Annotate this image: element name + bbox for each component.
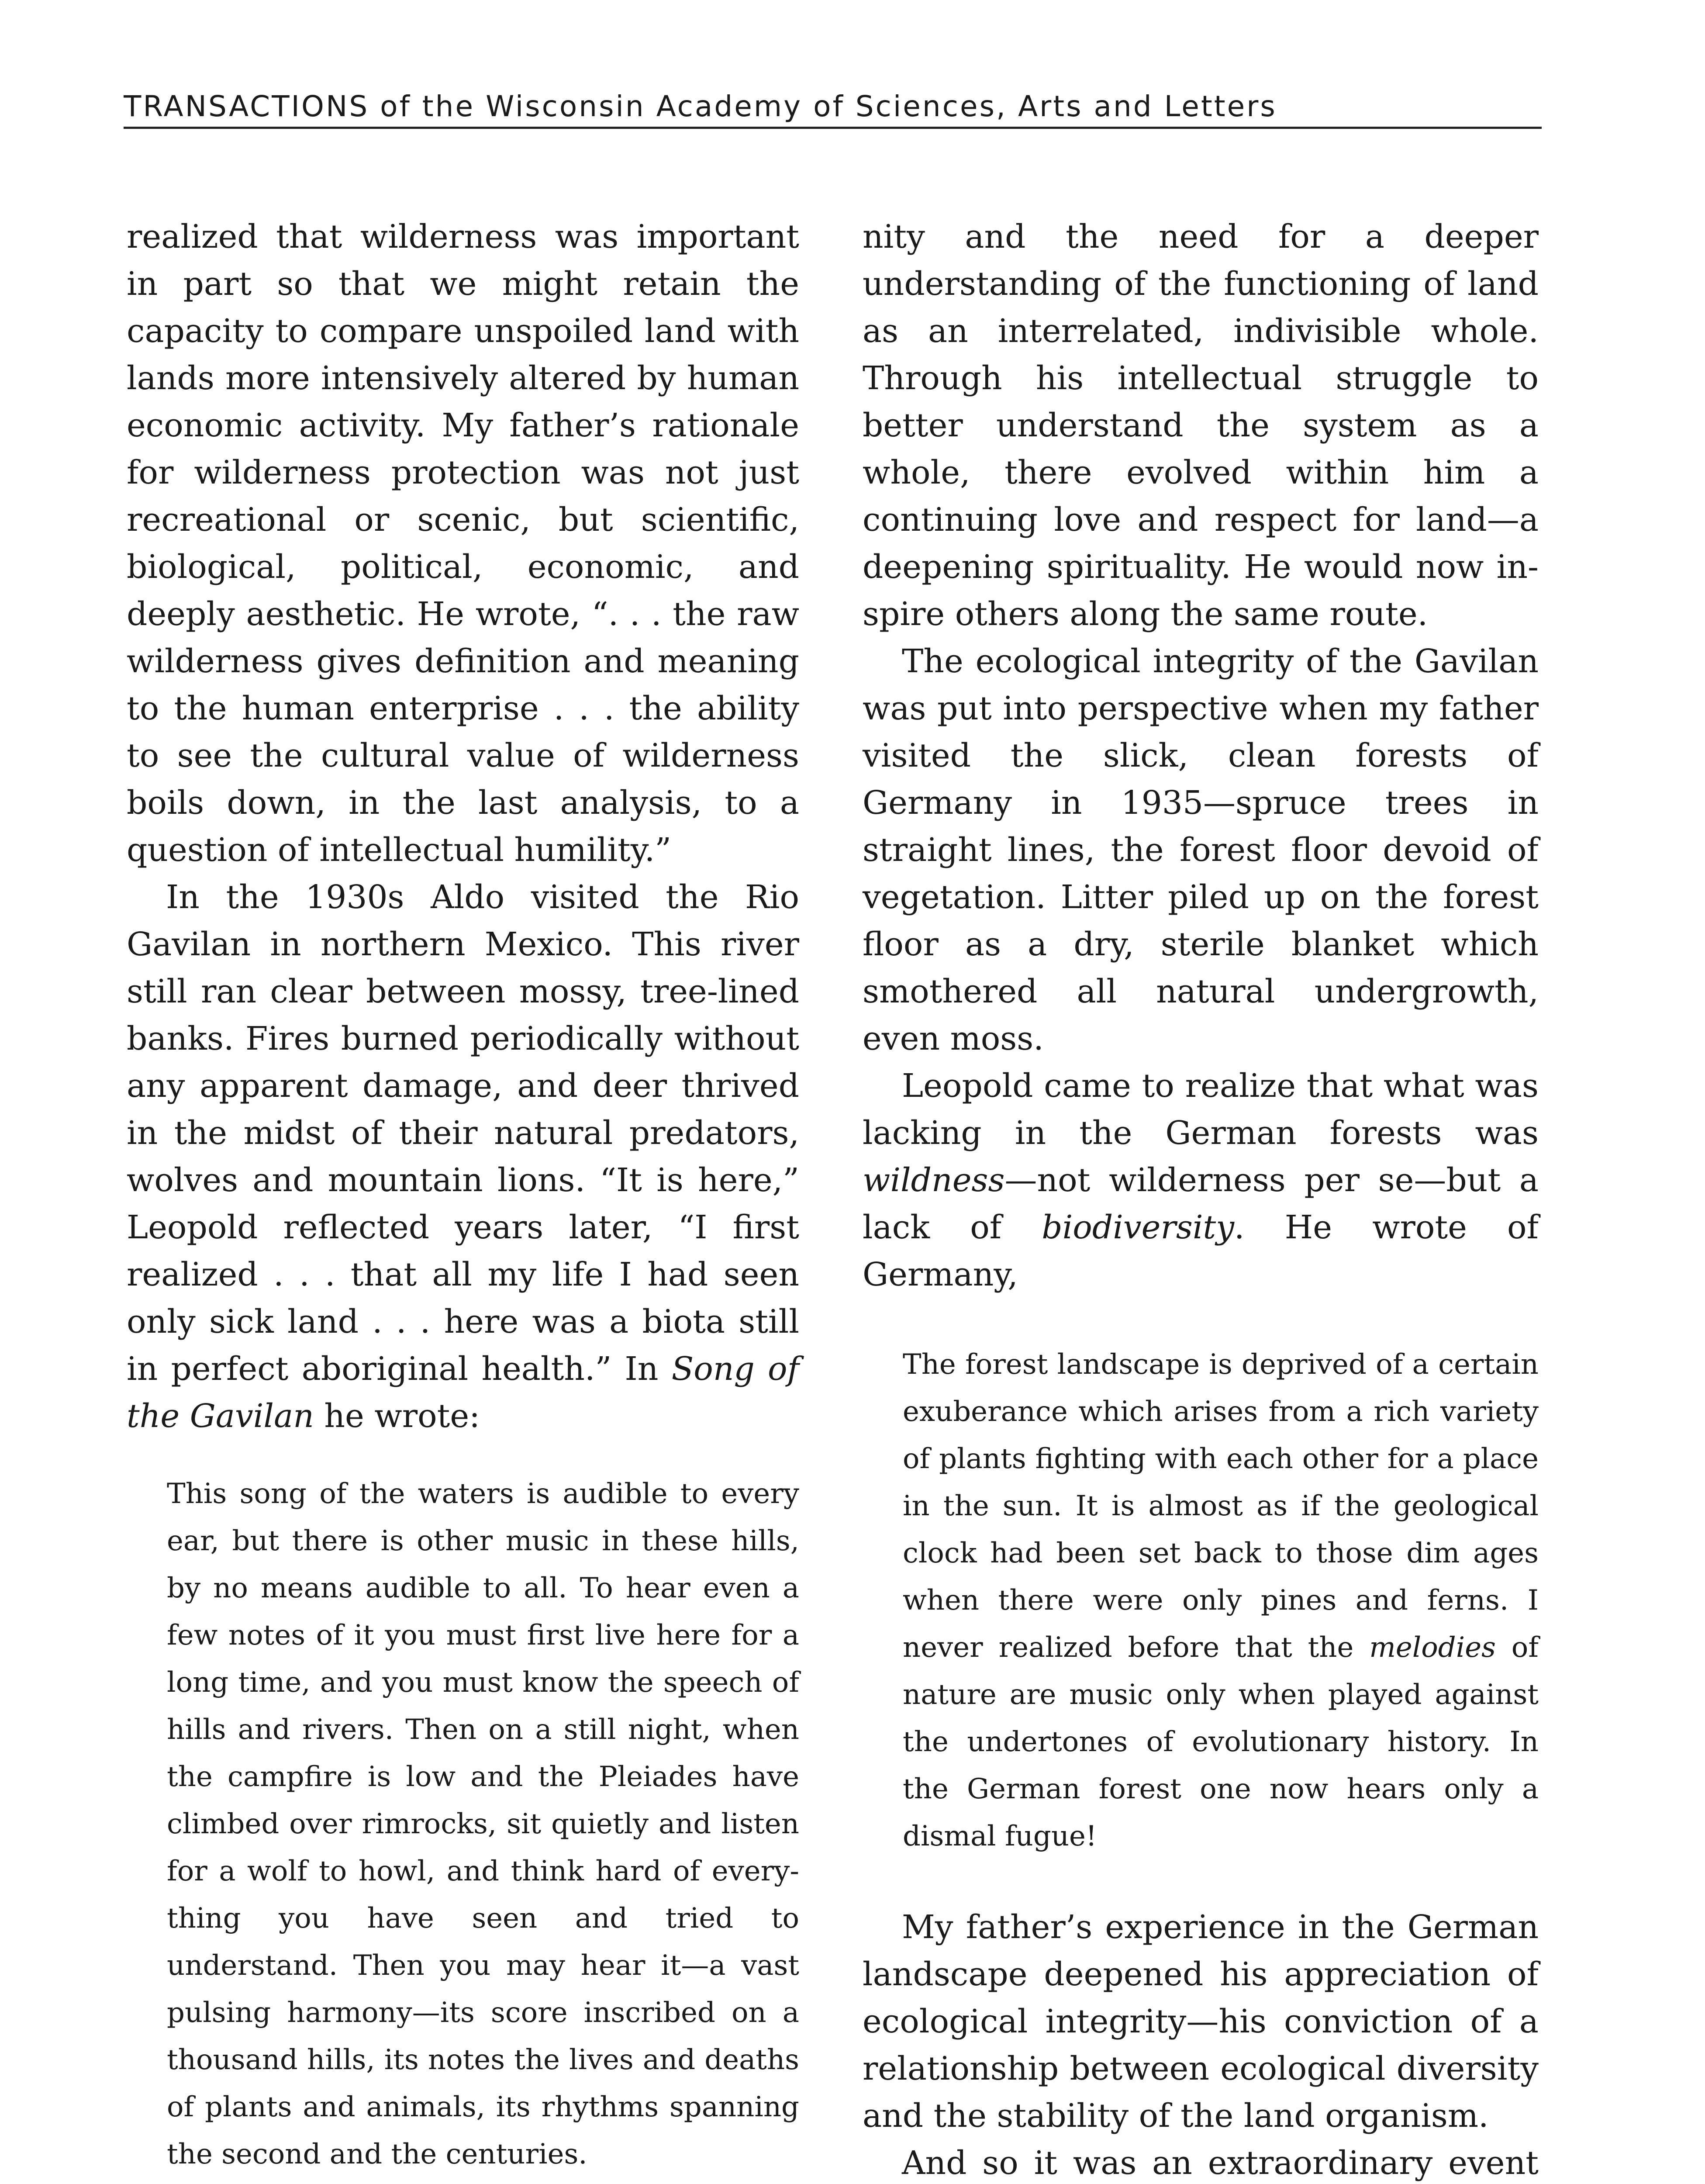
paragraph (127, 874, 799, 1440)
italic-term: biodiversity (1042, 1209, 1235, 1246)
paragraph (863, 1062, 1539, 1298)
paragraph-text: —not wilderness per se—but a lack of (863, 1161, 1539, 1246)
paragraph: The ecological integrity of the Gavilan was put into perspective when my father visited the slick, clean forests of Germany in 1935—spruce trees in straight lines, the forest floor devoid of vegetation. Litter piled up on the forest floor as a dry, sterile blanket which smothered all natural undergrowth, even moss. (863, 643, 1539, 1057)
italic-term: wildness (863, 1161, 1005, 1199)
paragraph-text: . He wrote of Germany, (863, 1209, 1539, 1293)
running-head: TRANSACTIONS of the Wisconsin Academy of Sciences, Arts and Letters (124, 86, 1542, 129)
block-quote: This song of the waters is audible to every ear, but there is other music in these hills, by no means audible to all. To hear even a few notes of it you must first live here for a long time, and you must know the speech of hills and rivers. Then on a still night, when the campfire is low and the Pleiades have climbed over rimrocks, sit quietly and listen for a wolf to howl, and think hard of everything you have seen and tried to understand. Then you may hear it—a vast pulsing harmony—its score inscribed on a thousand hills, its notes the lives and deaths of plants and animals, its rhythms spanning the second and the centuries. (167, 1478, 799, 2170)
block-quote (863, 1341, 1539, 1860)
paragraph-text: In the 1930s Aldo visited the Rio Gavilan in northern Mexico. This river still ran clear between mossy, tree-lined banks. Fires burned periodically without any apparent damage, and deer thrived in the midst of their natural predators, wolves and mountain lions. “It is here,” Leopold reflected years later, “I first realized . . . that all my life I had seen only sick land . . . here was a biota still in perfect aboriginal health.” In (127, 878, 799, 1388)
italic-title: Song of the Gavilan (127, 1350, 799, 1435)
paragraph-text: Leopold came to realize that what was lacking in the German forests was (863, 1067, 1539, 1152)
quote-text: The forest landscape is deprived of a certain exuberance which arises from a rich variety of plants fighting with each other for a place in the sun. It is almost as if the geological clock had been set back to those dim ages when there were only pines and ferns. I never realized before that the (903, 1348, 1539, 1664)
paragraph-text: he wrote: (314, 1397, 480, 1435)
paragraph: nity and the need for a deeper understanding of the functioning of land as an interrelated, indivisible whole. Through his intellectual struggle to better understand the system as a whole, there evolved within him a continuing love and respect for land—a deepening spirituality. He would now inspire others along the same route. (863, 218, 1539, 633)
right-column (863, 213, 1539, 2184)
quote-text: of nature are music only when played against the undertones of evolutionary history. In the German forest one now hears only a dismal fugue! (903, 1631, 1539, 1852)
italic-term: melodies (1369, 1631, 1496, 1664)
paragraph: My father’s experience in the German landscape deepened his appreciation of ecological integrity—his conviction of a relationship between ecological diversity and the stability of the land organism. (863, 1908, 1539, 2135)
paragraph: realized that wilderness was important in part so that we might retain the capacity to compare unspoiled land with lands more intensively altered by human economic activity. My father’s rationale for wilderness protection was not just recreational or scenic, but scientific, biological, political, economic, and deeply aesthetic. He wrote, “. . . the raw wilderness gives definition and meaning to the human enterprise . . . the ability to see the cultural value of wilderness boils down, in the last analysis, to a question of intellectual humility.” (127, 218, 799, 869)
paragraph-text: And so it was an extraordinary event (902, 2144, 1539, 2182)
paragraph (863, 2139, 1539, 2184)
left-column (127, 213, 799, 2184)
